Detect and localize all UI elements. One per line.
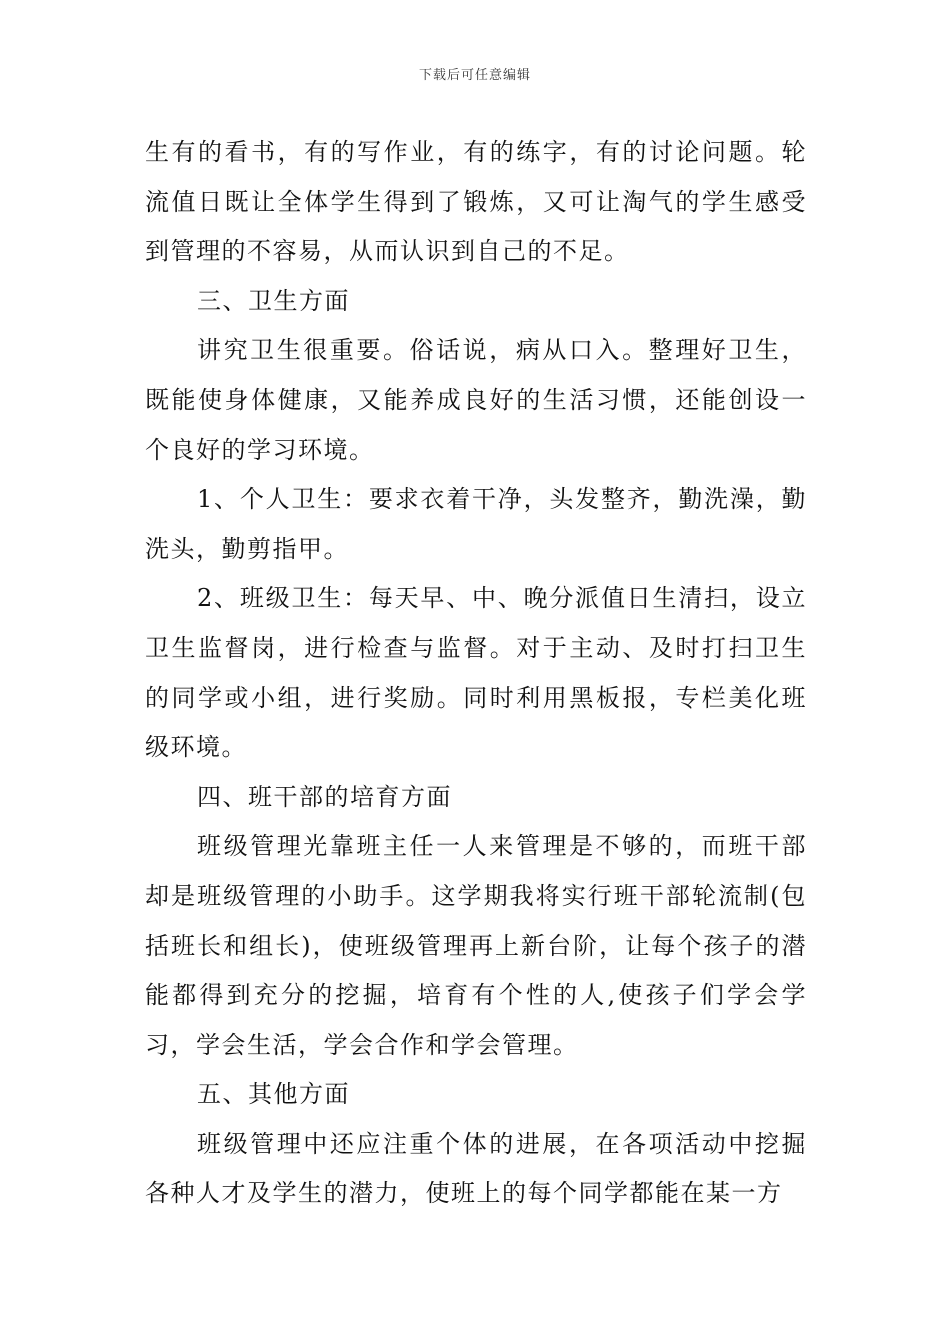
page-header: 下载后可任意编辑	[418, 68, 531, 83]
paragraph: 班级管理中还应注重个体的进展，在各项活动中挖掘各种人才及学生的潜力，使班上的每个同学都能在某一方	[145, 1129, 807, 1208]
paragraph: 班级管理光靠班主任一人来管理是不够的，而班干部却是班级管理的小助手。这学期我将实行班干部轮流制(包括班长和组长)，使班级管理再上新台阶，让每个孩子的潜能都得到充分的挖掘，培育有个性的人,使孩子们学会学习，学会生活，学会合作和学会管理。	[145, 832, 807, 1059]
section-heading-hygiene: 三、卫生方面	[197, 286, 350, 315]
paragraph-continuation: 生有的看书，有的写作业，有的练字，有的讨论问题。轮流值日既让全体学生得到了锻炼，又可让淘气的学生感受到管理的不容易，从而认识到自己的不足。	[145, 138, 807, 266]
section-heading-class-cadres: 四、班干部的培育方面	[197, 782, 452, 811]
document-body	[145, 128, 807, 1219]
paragraph: 讲究卫生很重要。俗话说，病从口入。整理好卫生，既能使身体健康，又能养成良好的生活习惯，还能创设一个良好的学习环境。	[145, 336, 807, 464]
list-item-class-hygiene: 2、班级卫生：每天早、中、晚分派值日生清扫，设立卫生监督岗，进行检查与监督。对于主动、及时打扫卫生的同学或小组，进行奖励。同时利用黑板报，专栏美化班级环境。	[145, 584, 807, 762]
list-item-personal-hygiene: 1、个人卫生：要求衣着干净，头发整齐，勤洗澡，勤洗头，勤剪指甲。	[145, 485, 807, 563]
section-heading-other: 五、其他方面	[197, 1080, 350, 1109]
